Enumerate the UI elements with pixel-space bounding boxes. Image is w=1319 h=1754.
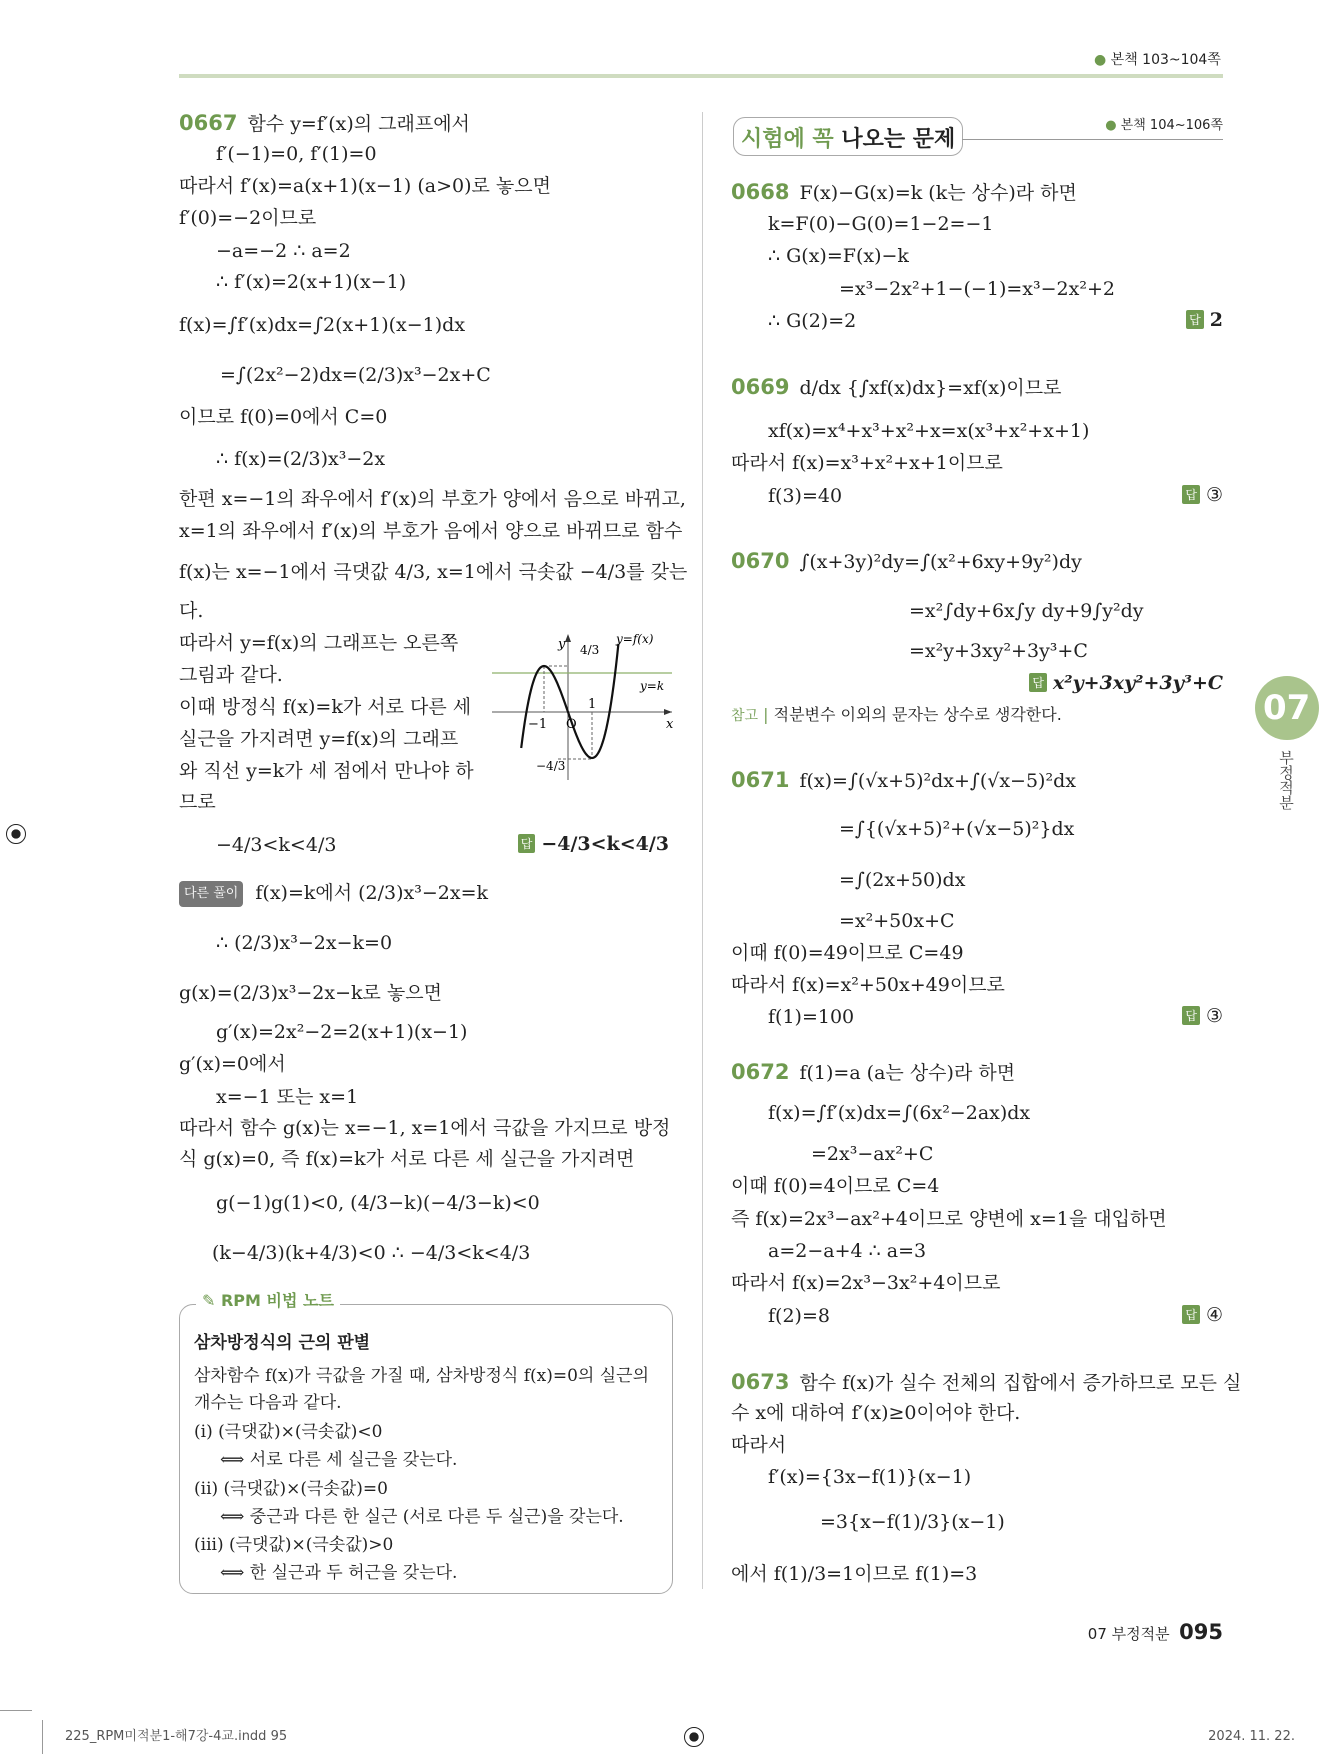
note-title: 삼차방정식의 근의 판별 <box>194 1333 371 1353</box>
rpm-note-tab: ✎ RPM 비법 노트 <box>196 1288 340 1311</box>
origin-label: O <box>566 717 577 732</box>
solution-line: 다. <box>179 600 204 622</box>
problem-0672-line-1: 0672 f(1)=a (a는 상수)라 하면 <box>731 1060 1016 1084</box>
alt-solution-line: g(−1)g(1)<0, (4/3−k)(−4/3−k)<0 <box>216 1192 540 1214</box>
solution-line: 따라서 f′(x)=a(x+1)(x−1) (a>0)로 놓으면 <box>179 175 551 197</box>
curve-label: y=f(x) <box>616 632 654 646</box>
cubic-graph-figure <box>480 610 680 790</box>
solution-line: ∴ G(2)=2 <box>768 310 857 332</box>
solution-line: =x²y+3xy²+3y³+C <box>909 640 1088 662</box>
solution-line: =∫(2x²−2)dx=(2/3)x³−2x+C <box>220 364 491 386</box>
note-line: (i) (극댓값)×(극솟값)<0 <box>194 1422 383 1442</box>
solution-line: 따라서 f(x)=x³+x²+x+1이므로 <box>731 452 1003 474</box>
print-slug-date: 2024. 11. 22. <box>1208 1729 1295 1744</box>
registration-mark-icon <box>684 1727 704 1747</box>
solution-line: 와 직선 y=k가 세 점에서 만나야 하 <box>179 760 474 782</box>
solution-line: =∫{(√x+5)²+(√x−5)²}dx <box>839 818 1075 840</box>
alt-solution-line: 따라서 함수 g(x)는 x=−1, x=1에서 극값을 가지므로 방정 <box>179 1117 671 1139</box>
solution-line: =2x³−ax²+C <box>811 1143 934 1165</box>
alt-solution-line: 식 g(x)=0, 즉 f(x)=k가 서로 다른 세 실근을 가지려면 <box>179 1148 635 1170</box>
solution-line: =x³−2x²+1−(−1)=x³−2x²+2 <box>839 278 1115 300</box>
solution-line: f(1)=100 <box>768 1006 855 1028</box>
tick-label-1: 1 <box>588 697 597 712</box>
alt-solution-badge: 다른 풀이 <box>179 881 243 907</box>
header-rule <box>179 74 1223 78</box>
page-footer: 07 부정적분 095 <box>1087 1620 1223 1644</box>
answer: 답 ④ <box>1182 1304 1223 1326</box>
solution-line: ∴ G(x)=F(x)−k <box>768 245 909 267</box>
x-axis-arrow <box>664 709 672 715</box>
x-axis-label: x <box>666 717 674 732</box>
solution-line: f′(x)={3x−f(1)}(x−1) <box>768 1466 972 1488</box>
note-line: 삼차함수 f(x)가 극값을 가질 때, 삼차방정식 f(x)=0의 실근의 <box>194 1366 650 1386</box>
min-value-label: −4/3 <box>536 759 566 773</box>
column-divider <box>702 112 703 1589</box>
chapter-side-tab: 07 <box>1255 676 1319 740</box>
solution-line: 즉 f(x)=2x³−ax²+4이므로 양변에 x=1을 대입하면 <box>731 1208 1167 1230</box>
solution-line: f(3)=40 <box>768 485 843 507</box>
solution-line: 이므로 f(0)=0에서 C=0 <box>179 406 388 428</box>
solution-line: 므로 <box>179 791 216 813</box>
registration-mark-icon <box>6 824 26 844</box>
solution-line: a=2−a+4 ∴ a=3 <box>768 1240 927 1262</box>
answer: 답 −4/3<k<4/3 <box>518 833 669 855</box>
solution-line: 그림과 같다. <box>179 664 283 686</box>
page-number: 095 <box>1179 1620 1223 1644</box>
problem-0668-line-1: 0668 F(x)−G(x)=k (k는 상수)라 하면 <box>731 180 1077 204</box>
solution-line: 따라서 f(x)=2x³−3x²+4이므로 <box>731 1272 1001 1294</box>
solution-line: −a=−2 ∴ a=2 <box>216 240 351 262</box>
solution-line: 이때 f(0)=4이므로 C=4 <box>731 1175 940 1197</box>
alt-solution-line: (k−4/3)(k+4/3)<0 ∴ −4/3<k<4/3 <box>212 1242 531 1264</box>
alt-solution-line: 다른 풀이 f(x)=k에서 (2/3)x³−2x=k <box>179 881 488 907</box>
answer: 답 2 <box>1186 309 1223 331</box>
solution-line: 따라서 y=f(x)의 그래프는 오른쪽 <box>179 632 459 654</box>
reference-note: 참고 | 적분변수 이외의 문자는 상수로 생각한다. <box>731 705 1062 724</box>
y-axis-label: y <box>558 637 566 652</box>
line-label: y=k <box>640 679 665 693</box>
problem-0669-line-1: 0669 d/dx {∫xf(x)dx}=xf(x)이므로 <box>731 375 1062 399</box>
solution-line: k=F(0)−G(0)=1−2=−1 <box>768 213 994 235</box>
solution-line: 따라서 f(x)=x²+50x+49이므로 <box>731 974 1005 996</box>
solution-line: f(2)=8 <box>768 1305 830 1327</box>
solution-line: f′(0)=−2이므로 <box>179 207 317 229</box>
problem-0667-line-1: 0667 함수 y=f′(x)의 그래프에서 <box>179 111 470 135</box>
solution-line: 에서 f(1)/3=1이므로 f(1)=3 <box>731 1563 978 1585</box>
y-axis-arrow <box>565 634 571 642</box>
solution-line: x=1의 좌우에서 f′(x)의 부호가 음에서 양으로 바뀌므로 함수 <box>179 520 683 542</box>
answer: 답 ③ <box>1182 484 1223 506</box>
note-line: ⟺ 중근과 다른 한 실근 (서로 다른 두 실근)을 갖는다. <box>220 1507 624 1527</box>
section-book-ref: ● 본책 104~106쪽 <box>1105 118 1223 133</box>
solution-line: 따라서 <box>731 1434 787 1456</box>
note-line: ⟺ 서로 다른 세 실근을 갖는다. <box>220 1450 458 1470</box>
note-pencil-icon: ✎ <box>202 1291 216 1310</box>
solution-line: 실근을 가지려면 y=f(x)의 그래프 <box>179 728 459 750</box>
note-line: (iii) (극댓값)×(극솟값)>0 <box>194 1535 394 1555</box>
answer: 답 ③ <box>1182 1005 1223 1027</box>
chapter-side-label: 부정적분 <box>1277 750 1295 810</box>
section-title: 시험에 꼭 나오는 문제 <box>741 127 956 152</box>
tick-label-minus1: −1 <box>528 717 548 732</box>
solution-line: =x²+50x+C <box>839 910 955 932</box>
note-line: (ii) (극댓값)×(극솟값)=0 <box>194 1479 388 1499</box>
solution-line: −4/3<k<4/3 <box>216 834 337 856</box>
solution-line: 이때 방정식 f(x)=k가 서로 다른 세 <box>179 696 472 718</box>
problem-0670-line-1: 0670 ∫(x+3y)²dy=∫(x²+6xy+9y²)dy <box>731 549 1082 573</box>
alt-solution-line: ∴ (2/3)x³−2x−k=0 <box>216 932 393 954</box>
note-line: 개수는 다음과 같다. <box>194 1393 342 1413</box>
section-rule <box>962 139 1223 140</box>
crop-mark <box>42 1720 43 1754</box>
problem-number: 0667 <box>179 111 238 135</box>
alt-solution-line: g(x)=(2/3)x³−2x−k로 놓으면 <box>179 982 442 1004</box>
problem-0671-line-1: 0671 f(x)=∫(√x+5)²dx+∫(√x−5)²dx <box>731 768 1076 792</box>
crop-mark <box>0 1710 32 1711</box>
alt-solution-line: x=−1 또는 x=1 <box>216 1086 359 1108</box>
note-line: ⟺ 한 실근과 두 허근을 갖는다. <box>220 1563 458 1583</box>
solution-line: f(x)는 x=−1에서 극댓값 4/3, x=1에서 극솟값 −4/3를 갖는 <box>179 561 688 583</box>
solution-line: f(x)=∫f′(x)dx=∫2(x+1)(x−1)dx <box>179 314 466 336</box>
solution-line: ∴ f′(x)=2(x+1)(x−1) <box>216 271 407 293</box>
curve-y-equals-fx <box>521 644 618 758</box>
solution-line: =3{x−f(1)/3}(x−1) <box>820 1511 1005 1533</box>
solution-line: =∫(2x+50)dx <box>839 869 966 891</box>
solution-line: 수 x에 대하여 f′(x)≥0이어야 한다. <box>731 1402 1021 1424</box>
problem-0673-line-1: 0673 함수 f(x)가 실수 전체의 집합에서 증가하므로 모든 실 <box>731 1370 1242 1394</box>
alt-solution-line: g′(x)=0에서 <box>179 1053 286 1075</box>
max-value-label: 4/3 <box>580 643 600 657</box>
alt-solution-line: g′(x)=2x²−2=2(x+1)(x−1) <box>216 1021 468 1043</box>
solution-line: f′(−1)=0, f′(1)=0 <box>216 143 377 165</box>
header-book-ref: ● 본책 103~104쪽 <box>1094 52 1221 68</box>
print-slug-file: 225_RPM미적분1-해7강-4교.indd 95 <box>65 1729 288 1744</box>
solution-line: =x²∫dy+6x∫y dy+9∫y²dy <box>909 600 1144 622</box>
answer: 답 x²y+3xy²+3y³+C <box>1029 672 1223 694</box>
solution-line: ∴ f(x)=(2/3)x³−2x <box>216 448 386 470</box>
solution-line: 이때 f(0)=49이므로 C=49 <box>731 942 964 964</box>
solution-line: xf(x)=x⁴+x³+x²+x=x(x³+x²+x+1) <box>768 420 1090 442</box>
solution-line: f(x)=∫f′(x)dx=∫(6x²−2ax)dx <box>768 1102 1031 1124</box>
solution-line: 한편 x=−1의 좌우에서 f′(x)의 부호가 양에서 음으로 바뀌고, <box>179 488 686 510</box>
